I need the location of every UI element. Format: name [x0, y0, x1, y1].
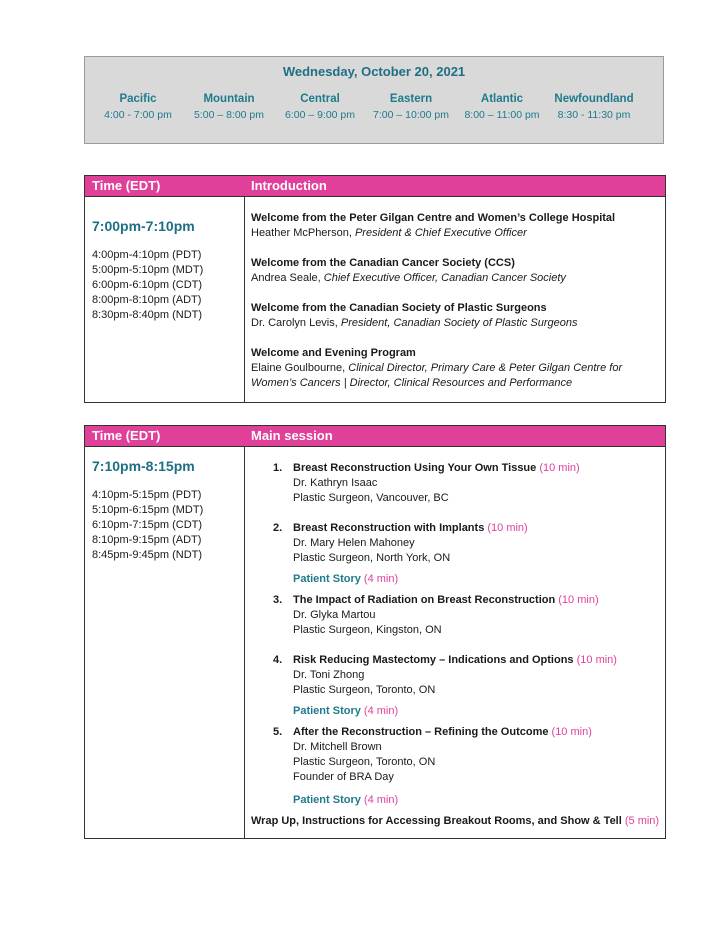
timezone-name: Central: [300, 93, 340, 105]
patient-story-duration: (4 min): [363, 705, 399, 717]
item-duration: (10 min): [539, 462, 580, 474]
item-number: 5.: [273, 726, 283, 738]
program-cell: [251, 211, 659, 391]
timezone-pacific: [93, 93, 183, 121]
timezone-banner: [84, 56, 664, 144]
timezone-time: 8:30 - 11:30 pm: [557, 109, 631, 121]
zone-time: 4:10pm-5:15pm (PDT): [92, 489, 202, 501]
speaker-name: Heather McPherson,: [251, 227, 352, 239]
patient-story-duration: (4 min): [363, 794, 399, 806]
timezone-mountain: [184, 93, 274, 121]
block-title: Welcome from the Peter Gilgan Centre and Women’s College Hospital: [251, 212, 616, 224]
item-title: Risk Reducing Mastectomy – Indications and Options: [293, 654, 574, 666]
block-title: Welcome from the Canadian Society of Plastic Surgeons: [251, 302, 547, 314]
zone-time: 5:10pm-6:15pm (MDT): [92, 504, 204, 516]
speaker-note: Founder of BRA Day: [293, 771, 394, 783]
session-item: [251, 461, 659, 506]
session-item: [251, 725, 659, 785]
zone-time: 8:45pm-9:45pm (NDT): [92, 549, 203, 561]
speaker-name: Dr. Glyka Martou: [293, 609, 376, 621]
table-header: [85, 426, 665, 447]
item-duration: (10 min): [551, 726, 592, 738]
program-cell: [251, 461, 659, 829]
speaker-role: Chief Executive Officer, Canadian Cancer Society: [320, 272, 566, 284]
timezone-list: [92, 248, 203, 323]
item-number: 4.: [273, 654, 283, 666]
zone-time: 8:30pm-8:40pm (NDT): [92, 309, 203, 321]
speaker-role: Plastic Surgeon, Toronto, ON: [293, 684, 436, 696]
time-column-header: Time (EDT): [92, 178, 161, 193]
timezone-time: 5:00 – 8:00 pm: [193, 109, 265, 121]
section-header: Main session: [251, 428, 333, 443]
patient-story-label: Patient Story: [293, 794, 361, 806]
zone-time: 8:00pm-8:10pm (ADT): [92, 294, 202, 306]
timezone-name: Pacific: [119, 93, 157, 105]
timezone-time: 8:00 – 11:00 pm: [464, 109, 540, 121]
wrap-up: [251, 814, 659, 829]
timezone-time: 7:00 – 10:00 pm: [373, 109, 449, 121]
time-range: 7:10pm-8:15pm: [92, 458, 195, 474]
speaker-role: Plastic Surgeon, Vancouver, BC: [293, 492, 449, 504]
patient-story-duration: (4 min): [363, 573, 399, 585]
timezone-newfoundland: [549, 93, 639, 121]
item-number: 2.: [273, 522, 283, 534]
block-title: Welcome from the Canadian Cancer Society (CCS): [251, 257, 515, 269]
speaker-name: Dr. Carolyn Levis,: [251, 317, 338, 329]
time-range: 7:00pm-7:10pm: [92, 218, 195, 234]
item-duration: (10 min): [487, 522, 528, 534]
timezone-list: [92, 488, 203, 563]
section-header: Introduction: [251, 178, 327, 193]
patient-story-label: Patient Story: [293, 573, 361, 585]
speaker-role: President & Chief Executive Officer: [351, 227, 527, 239]
item-title: Breast Reconstruction Using Your Own Tissue: [293, 462, 537, 474]
program-block: [251, 256, 659, 286]
item-title: The Impact of Radiation on Breast Reconstruction: [293, 594, 556, 606]
item-title: Breast Reconstruction with Implants: [293, 522, 485, 534]
speaker-role: Plastic Surgeon, Toronto, ON: [293, 756, 436, 768]
session-item: [251, 653, 659, 698]
patient-story: [251, 572, 659, 587]
zone-time: 5:00pm-5:10pm (MDT): [92, 264, 204, 276]
program-block: [251, 346, 659, 391]
block-title: Welcome and Evening Program: [251, 347, 416, 359]
introduction-table: [84, 175, 666, 403]
program-block: [251, 211, 659, 241]
column-divider: [244, 426, 245, 838]
speaker-name: Andrea Seale,: [251, 272, 321, 284]
timezone-name: Newfoundland: [554, 93, 634, 105]
wrap-up-duration: (5 min): [624, 815, 660, 827]
speaker-name: Dr. Kathryn Isaac: [293, 477, 378, 489]
timezone-time: 6:00 – 9:00 pm: [284, 109, 356, 121]
zone-time: 8:10pm-9:15pm (ADT): [92, 534, 202, 546]
time-column-header: Time (EDT): [92, 428, 161, 443]
program-block: [251, 301, 659, 331]
item-duration: (10 min): [558, 594, 599, 606]
timezone-central: [275, 93, 365, 121]
timezone-name: Mountain: [203, 93, 255, 105]
speaker-role: Plastic Surgeon, Kingston, ON: [293, 624, 442, 636]
speaker-name: Dr. Mary Helen Mahoney: [293, 537, 415, 549]
session-item: [251, 593, 659, 638]
table-header: [85, 176, 665, 197]
wrap-up-title: Wrap Up, Instructions for Accessing Breakout Rooms, and Show & Tell: [251, 815, 622, 827]
session-item: [251, 521, 659, 566]
main-session-table: [84, 425, 666, 839]
patient-story-label: Patient Story: [293, 705, 361, 717]
item-number: 3.: [273, 594, 283, 606]
timezone-atlantic: [457, 93, 547, 121]
column-divider: [244, 176, 245, 402]
speaker-name: Elaine Goulbourne,: [251, 362, 346, 374]
patient-story: [251, 793, 659, 808]
timezone-name: Atlantic: [480, 93, 524, 105]
zone-time: 4:00pm-4:10pm (PDT): [92, 249, 202, 261]
timezone-name: Eastern: [389, 93, 433, 105]
speaker-role: Plastic Surgeon, North York, ON: [293, 552, 451, 564]
zone-time: 6:10pm-7:15pm (CDT): [92, 519, 203, 531]
speaker-name: Dr. Mitchell Brown: [293, 741, 382, 753]
time-cell: [92, 458, 203, 563]
item-number: 1.: [273, 462, 283, 474]
timezone-time: 4:00 - 7:00 pm: [104, 109, 172, 121]
item-duration: (10 min): [576, 654, 617, 666]
patient-story: [251, 704, 659, 719]
speaker-role: Clinical Director, Primary Care & Peter Gilgan Centre for Women’s Cancers | Director, Clinical Resources and Performance: [251, 362, 623, 389]
item-title: After the Reconstruction – Refining the Outcome: [293, 726, 549, 738]
speaker-name: Dr. Toni Zhong: [293, 669, 365, 681]
speaker-role: President, Canadian Society of Plastic Surgeons: [337, 317, 578, 329]
timezone-eastern: [366, 93, 456, 121]
zone-time: 6:00pm-6:10pm (CDT): [92, 279, 203, 291]
event-date: Wednesday, October 20, 2021: [282, 64, 466, 79]
time-cell: [92, 218, 203, 323]
